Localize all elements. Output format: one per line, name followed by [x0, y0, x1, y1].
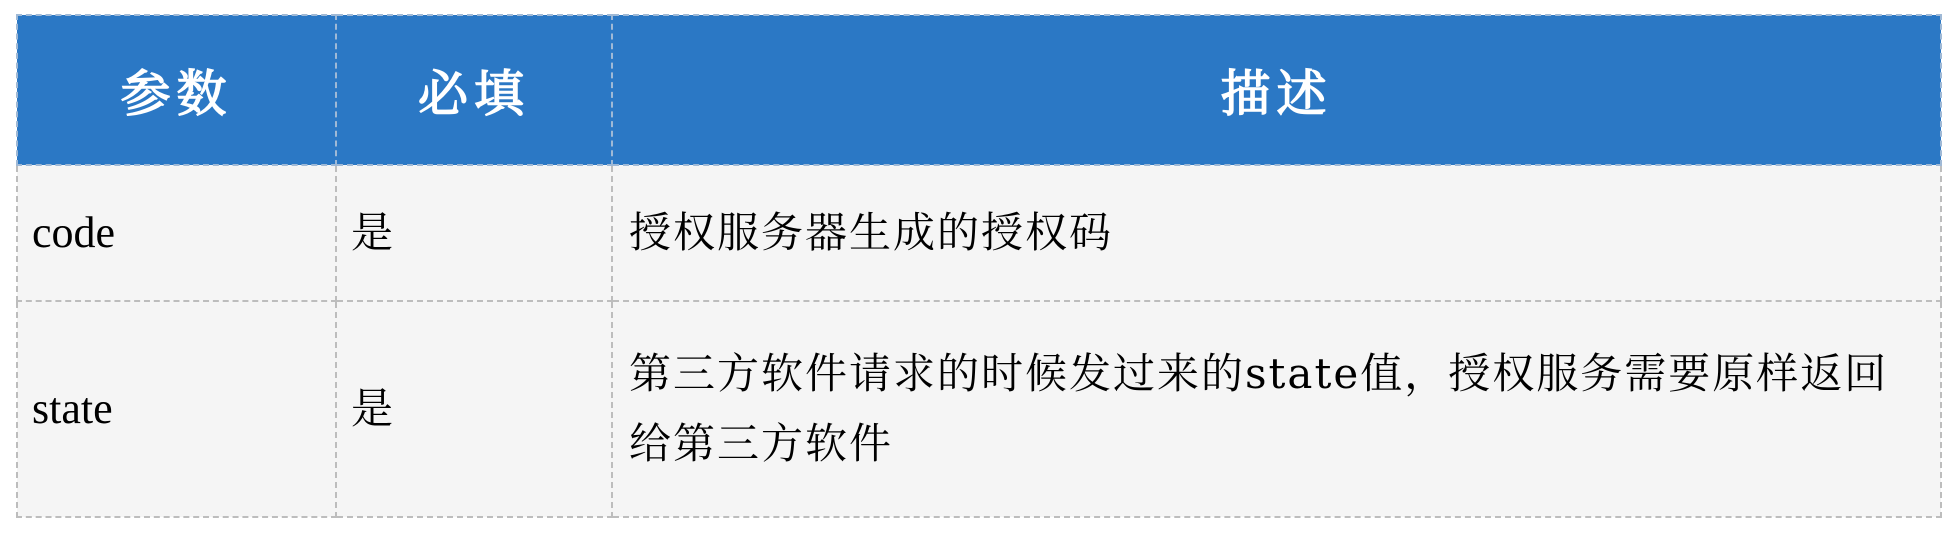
header-required: 必填 [336, 15, 612, 165]
table-row [17, 165, 1941, 301]
cell-description: 授权服务器生成的授权码 [612, 165, 1941, 301]
table-body [17, 165, 1941, 517]
cell-description: 第三方软件请求的时候发过来的state值，授权服务需要原样返回给第三方软件 [612, 301, 1941, 517]
cell-param: code [17, 165, 336, 301]
cell-required: 是 [336, 301, 612, 517]
cell-param: state [17, 301, 336, 517]
table-header [17, 15, 1941, 165]
cell-required: 是 [336, 165, 612, 301]
header-row [17, 15, 1941, 165]
header-description: 描述 [612, 15, 1941, 165]
parameter-table [16, 14, 1942, 518]
table-row [17, 301, 1941, 517]
header-param: 参数 [17, 15, 336, 165]
